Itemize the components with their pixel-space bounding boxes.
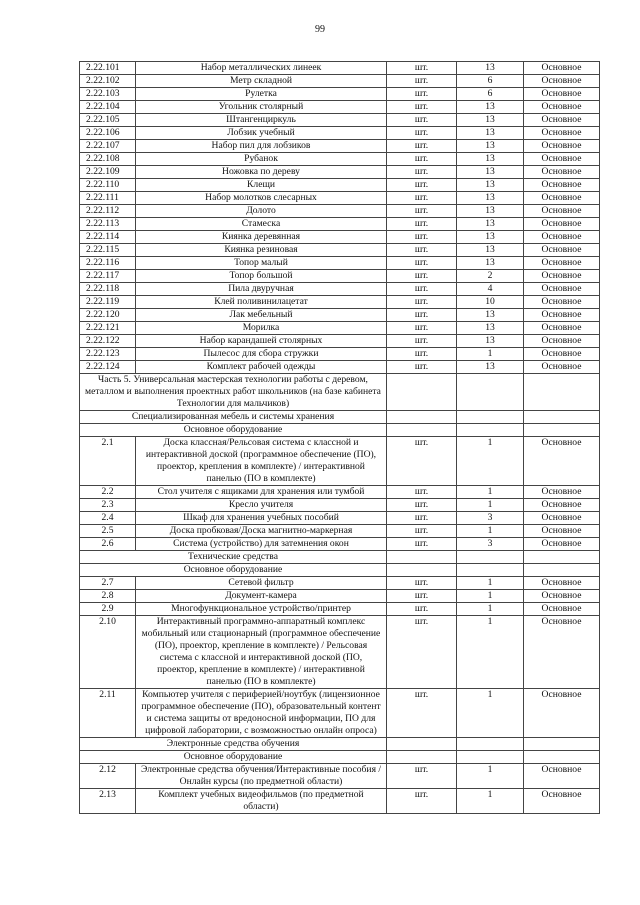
table-row (80, 361, 600, 374)
technical-section-title-row (80, 551, 600, 564)
item-code: 2.1 (80, 437, 136, 486)
item-code: 2.12 (80, 764, 136, 789)
table-row (80, 437, 600, 486)
item-name: Сетевой фильтр (136, 577, 387, 590)
table-row (80, 270, 600, 283)
item-qty: 3 (457, 512, 524, 525)
item-unit: шт. (387, 101, 457, 114)
item-name: Клей поливинилацетат (136, 296, 387, 309)
item-qty: 13 (457, 127, 524, 140)
empty-cell (387, 738, 457, 751)
table-row (80, 166, 600, 179)
item-code: 2.8 (80, 590, 136, 603)
item-unit: шт. (387, 486, 457, 499)
item-unit: шт. (387, 309, 457, 322)
item-qty: 13 (457, 309, 524, 322)
item-type: Основное (524, 499, 600, 512)
item-code: 2.22.114 (80, 231, 136, 244)
item-type: Основное (524, 88, 600, 101)
basic-equipment-heading: Основное оборудование (80, 424, 387, 437)
item-name: Доска классная/Рельсовая система с классной и интерактивной доской (программное обеспечение (ПО), проектор, крепления в комплекте) / интерактивной панелью (ПО в комплекте) (136, 437, 387, 486)
item-code: 2.22.119 (80, 296, 136, 309)
technical-section-title: Технические средства (80, 551, 387, 564)
item-name: Штангенциркуль (136, 114, 387, 127)
item-type: Основное (524, 322, 600, 335)
item-name: Набор карандашей столярных (136, 335, 387, 348)
item-name: Набор молотков слесарных (136, 192, 387, 205)
item-qty: 13 (457, 361, 524, 374)
item-qty: 13 (457, 101, 524, 114)
item-name: Клещи (136, 179, 387, 192)
item-type: Основное (524, 335, 600, 348)
table-row (80, 335, 600, 348)
empty-cell (457, 738, 524, 751)
item-unit: шт. (387, 270, 457, 283)
item-type: Основное (524, 179, 600, 192)
item-code: 2.22.121 (80, 322, 136, 335)
item-code: 2.11 (80, 689, 136, 738)
item-name: Лобзик учебный (136, 127, 387, 140)
item-name: Киянка деревянная (136, 231, 387, 244)
item-code: 2.13 (80, 789, 136, 814)
item-qty: 13 (457, 231, 524, 244)
item-type: Основное (524, 437, 600, 486)
item-name: Комплект учебных видеофильмов (по предметной области) (136, 789, 387, 814)
item-unit: шт. (387, 218, 457, 231)
empty-cell (524, 564, 600, 577)
item-type: Основное (524, 525, 600, 538)
item-code: 2.22.124 (80, 361, 136, 374)
item-unit: шт. (387, 322, 457, 335)
empty-cell (457, 424, 524, 437)
empty-cell (387, 551, 457, 564)
item-name: Пила двуручная (136, 283, 387, 296)
item-type: Основное (524, 166, 600, 179)
table-row (80, 512, 600, 525)
item-type: Основное (524, 283, 600, 296)
table-row (80, 499, 600, 512)
table-row (80, 114, 600, 127)
page-number: 99 (315, 24, 325, 35)
item-code: 2.22.116 (80, 257, 136, 270)
item-name: Пылесос для сбора стружки (136, 348, 387, 361)
item-unit: шт. (387, 603, 457, 616)
item-code: 2.22.123 (80, 348, 136, 361)
table-row (80, 309, 600, 322)
empty-cell (387, 411, 457, 424)
item-qty: 13 (457, 205, 524, 218)
item-type: Основное (524, 205, 600, 218)
item-name: Долото (136, 205, 387, 218)
item-qty: 10 (457, 296, 524, 309)
table-row (80, 179, 600, 192)
item-type: Основное (524, 270, 600, 283)
item-unit: шт. (387, 335, 457, 348)
empty-cell (524, 424, 600, 437)
empty-cell (524, 374, 600, 411)
item-type: Основное (524, 296, 600, 309)
item-unit: шт. (387, 348, 457, 361)
item-qty: 1 (457, 616, 524, 689)
item-code: 2.10 (80, 616, 136, 689)
item-name: Компьютер учителя с периферией/ноутбук (лицензионное программное обеспечение (ПО), образовательный контент и система защиты от вредоносной информации, ПО для цифровой лаборатории, с возможностью онлайн опроса) (136, 689, 387, 738)
table-row (80, 603, 600, 616)
item-name: Стол учителя с ящиками для хранения или тумбой (136, 486, 387, 499)
equipment-table (79, 61, 600, 814)
item-unit: шт. (387, 257, 457, 270)
item-unit: шт. (387, 590, 457, 603)
empty-cell (524, 551, 600, 564)
empty-cell (387, 374, 457, 411)
item-name: Документ-камера (136, 590, 387, 603)
item-code: 2.22.106 (80, 127, 136, 140)
table-row (80, 192, 600, 205)
item-type: Основное (524, 101, 600, 114)
item-type: Основное (524, 75, 600, 88)
item-code: 2.4 (80, 512, 136, 525)
item-unit: шт. (387, 179, 457, 192)
item-code: 2.22.110 (80, 179, 136, 192)
item-type: Основное (524, 538, 600, 551)
table-row (80, 88, 600, 101)
table-row (80, 231, 600, 244)
item-name: Набор пил для лобзиков (136, 140, 387, 153)
item-type: Основное (524, 127, 600, 140)
item-code: 2.22.104 (80, 101, 136, 114)
item-code: 2.22.112 (80, 205, 136, 218)
empty-cell (524, 411, 600, 424)
item-code: 2.22.118 (80, 283, 136, 296)
item-qty: 1 (457, 590, 524, 603)
item-unit: шт. (387, 525, 457, 538)
item-unit: шт. (387, 538, 457, 551)
table-row (80, 296, 600, 309)
table-row (80, 205, 600, 218)
table-row (80, 616, 600, 689)
table-row (80, 322, 600, 335)
item-name: Набор металлических линеек (136, 62, 387, 75)
item-name: Многофункциональное устройство/принтер (136, 603, 387, 616)
item-type: Основное (524, 486, 600, 499)
item-qty: 1 (457, 764, 524, 789)
item-qty: 1 (457, 486, 524, 499)
item-qty: 1 (457, 577, 524, 590)
table-row (80, 153, 600, 166)
item-type: Основное (524, 764, 600, 789)
item-unit: шт. (387, 62, 457, 75)
item-qty: 4 (457, 283, 524, 296)
table-row (80, 538, 600, 551)
item-qty: 13 (457, 153, 524, 166)
item-unit: шт. (387, 192, 457, 205)
item-unit: шт. (387, 127, 457, 140)
item-qty: 13 (457, 257, 524, 270)
item-unit: шт. (387, 361, 457, 374)
item-qty: 13 (457, 166, 524, 179)
item-unit: шт. (387, 296, 457, 309)
furniture-section-title-row (80, 411, 600, 424)
item-name: Морилка (136, 322, 387, 335)
item-code: 2.3 (80, 499, 136, 512)
item-qty: 2 (457, 270, 524, 283)
item-unit: шт. (387, 205, 457, 218)
item-code: 2.22.107 (80, 140, 136, 153)
item-type: Основное (524, 62, 600, 75)
item-unit: шт. (387, 88, 457, 101)
item-unit: шт. (387, 283, 457, 296)
item-code: 2.7 (80, 577, 136, 590)
item-name: Киянка резиновая (136, 244, 387, 257)
item-code: 2.22.115 (80, 244, 136, 257)
item-qty: 6 (457, 75, 524, 88)
table-row (80, 789, 600, 814)
basic-equipment-heading-row (80, 751, 600, 764)
item-code: 2.22.117 (80, 270, 136, 283)
item-code: 2.22.105 (80, 114, 136, 127)
item-type: Основное (524, 244, 600, 257)
empty-cell (457, 551, 524, 564)
item-type: Основное (524, 616, 600, 689)
item-code: 2.22.101 (80, 62, 136, 75)
table-row (80, 348, 600, 361)
item-code: 2.22.122 (80, 335, 136, 348)
item-type: Основное (524, 257, 600, 270)
item-qty: 3 (457, 538, 524, 551)
item-unit: шт. (387, 166, 457, 179)
table-row (80, 486, 600, 499)
table-row (80, 525, 600, 538)
electronic-section-title-row (80, 738, 600, 751)
item-type: Основное (524, 309, 600, 322)
item-type: Основное (524, 603, 600, 616)
table-row (80, 764, 600, 789)
table-row (80, 257, 600, 270)
item-type: Основное (524, 114, 600, 127)
item-qty: 13 (457, 140, 524, 153)
item-unit: шт. (387, 140, 457, 153)
item-qty: 1 (457, 437, 524, 486)
item-qty: 6 (457, 88, 524, 101)
electronic-section-title: Электронные средства обучения (80, 738, 387, 751)
basic-equipment-heading-row (80, 564, 600, 577)
item-qty: 13 (457, 244, 524, 257)
item-qty: 13 (457, 179, 524, 192)
table-row (80, 75, 600, 88)
item-unit: шт. (387, 616, 457, 689)
item-unit: шт. (387, 75, 457, 88)
item-name: Ножовка по дереву (136, 166, 387, 179)
item-name: Электронные средства обучения/Интерактивные пособия / Онлайн курсы (по предметной области) (136, 764, 387, 789)
item-name: Рулетка (136, 88, 387, 101)
item-unit: шт. (387, 689, 457, 738)
item-code: 2.6 (80, 538, 136, 551)
item-type: Основное (524, 590, 600, 603)
item-code: 2.22.108 (80, 153, 136, 166)
item-type: Основное (524, 192, 600, 205)
table-row (80, 689, 600, 738)
empty-cell (457, 564, 524, 577)
empty-cell (457, 374, 524, 411)
empty-cell (387, 751, 457, 764)
item-name: Система (устройство) для затемнения окон (136, 538, 387, 551)
item-type: Основное (524, 231, 600, 244)
item-code: 2.22.113 (80, 218, 136, 231)
item-name: Шкаф для хранения учебных пособий (136, 512, 387, 525)
table-row (80, 577, 600, 590)
table-row (80, 140, 600, 153)
item-unit: шт. (387, 153, 457, 166)
item-code: 2.5 (80, 525, 136, 538)
item-code: 2.22.111 (80, 192, 136, 205)
item-code: 2.2 (80, 486, 136, 499)
item-qty: 13 (457, 335, 524, 348)
table-row (80, 218, 600, 231)
basic-equipment-heading: Основное оборудование (80, 751, 387, 764)
item-qty: 1 (457, 348, 524, 361)
item-unit: шт. (387, 512, 457, 525)
empty-cell (524, 751, 600, 764)
item-qty: 1 (457, 603, 524, 616)
item-name: Топор большой (136, 270, 387, 283)
item-qty: 1 (457, 789, 524, 814)
item-name: Доска пробковая/Доска магнитно-маркерная (136, 525, 387, 538)
basic-equipment-heading-row (80, 424, 600, 437)
item-type: Основное (524, 218, 600, 231)
item-name: Комплект рабочей одежды (136, 361, 387, 374)
item-type: Основное (524, 348, 600, 361)
table-row (80, 62, 600, 75)
item-qty: 1 (457, 499, 524, 512)
item-code: 2.22.109 (80, 166, 136, 179)
item-name: Топор малый (136, 257, 387, 270)
item-unit: шт. (387, 789, 457, 814)
item-unit: шт. (387, 577, 457, 590)
item-unit: шт. (387, 499, 457, 512)
item-type: Основное (524, 140, 600, 153)
item-type: Основное (524, 689, 600, 738)
item-type: Основное (524, 361, 600, 374)
empty-cell (387, 564, 457, 577)
item-qty: 13 (457, 62, 524, 75)
item-unit: шт. (387, 114, 457, 127)
empty-cell (524, 738, 600, 751)
item-code: 2.9 (80, 603, 136, 616)
table-row (80, 244, 600, 257)
part-5-title: Часть 5. Универсальная мастерская технологии работы с деревом, металлом и выполнения проектных работ школьников (на базе кабинета Технологии для мальчиков) (80, 374, 387, 411)
item-name: Интерактивный программно-аппаратный комплекс мобильный или стационарный (программное обеспечение (ПО), проектор, крепление в комплекте) / Рельсовая система с классной и интерактивной доской (ПО, проектор, крепление в комплекте) / интерактивной панелью (ПО в комплекте) (136, 616, 387, 689)
furniture-section-title: Специализированная мебель и системы хранения (80, 411, 387, 424)
table-row (80, 127, 600, 140)
item-type: Основное (524, 153, 600, 166)
item-name: Метр складной (136, 75, 387, 88)
item-unit: шт. (387, 764, 457, 789)
item-name: Кресло учителя (136, 499, 387, 512)
item-unit: шт. (387, 231, 457, 244)
table-row (80, 590, 600, 603)
item-qty: 13 (457, 322, 524, 335)
table-row (80, 283, 600, 296)
item-qty: 13 (457, 192, 524, 205)
item-qty: 1 (457, 525, 524, 538)
item-name: Лак мебельный (136, 309, 387, 322)
item-code: 2.22.102 (80, 75, 136, 88)
empty-cell (457, 411, 524, 424)
item-name: Стамеска (136, 218, 387, 231)
part-5-title-row (80, 374, 600, 411)
empty-cell (387, 424, 457, 437)
table-row (80, 101, 600, 114)
item-unit: шт. (387, 437, 457, 486)
item-unit: шт. (387, 244, 457, 257)
basic-equipment-heading: Основное оборудование (80, 564, 387, 577)
item-type: Основное (524, 512, 600, 525)
empty-cell (457, 751, 524, 764)
item-code: 2.22.120 (80, 309, 136, 322)
item-qty: 1 (457, 689, 524, 738)
item-name: Рубанок (136, 153, 387, 166)
item-type: Основное (524, 789, 600, 814)
item-qty: 13 (457, 218, 524, 231)
item-qty: 13 (457, 114, 524, 127)
item-name: Угольник столярный (136, 101, 387, 114)
item-type: Основное (524, 577, 600, 590)
item-code: 2.22.103 (80, 88, 136, 101)
